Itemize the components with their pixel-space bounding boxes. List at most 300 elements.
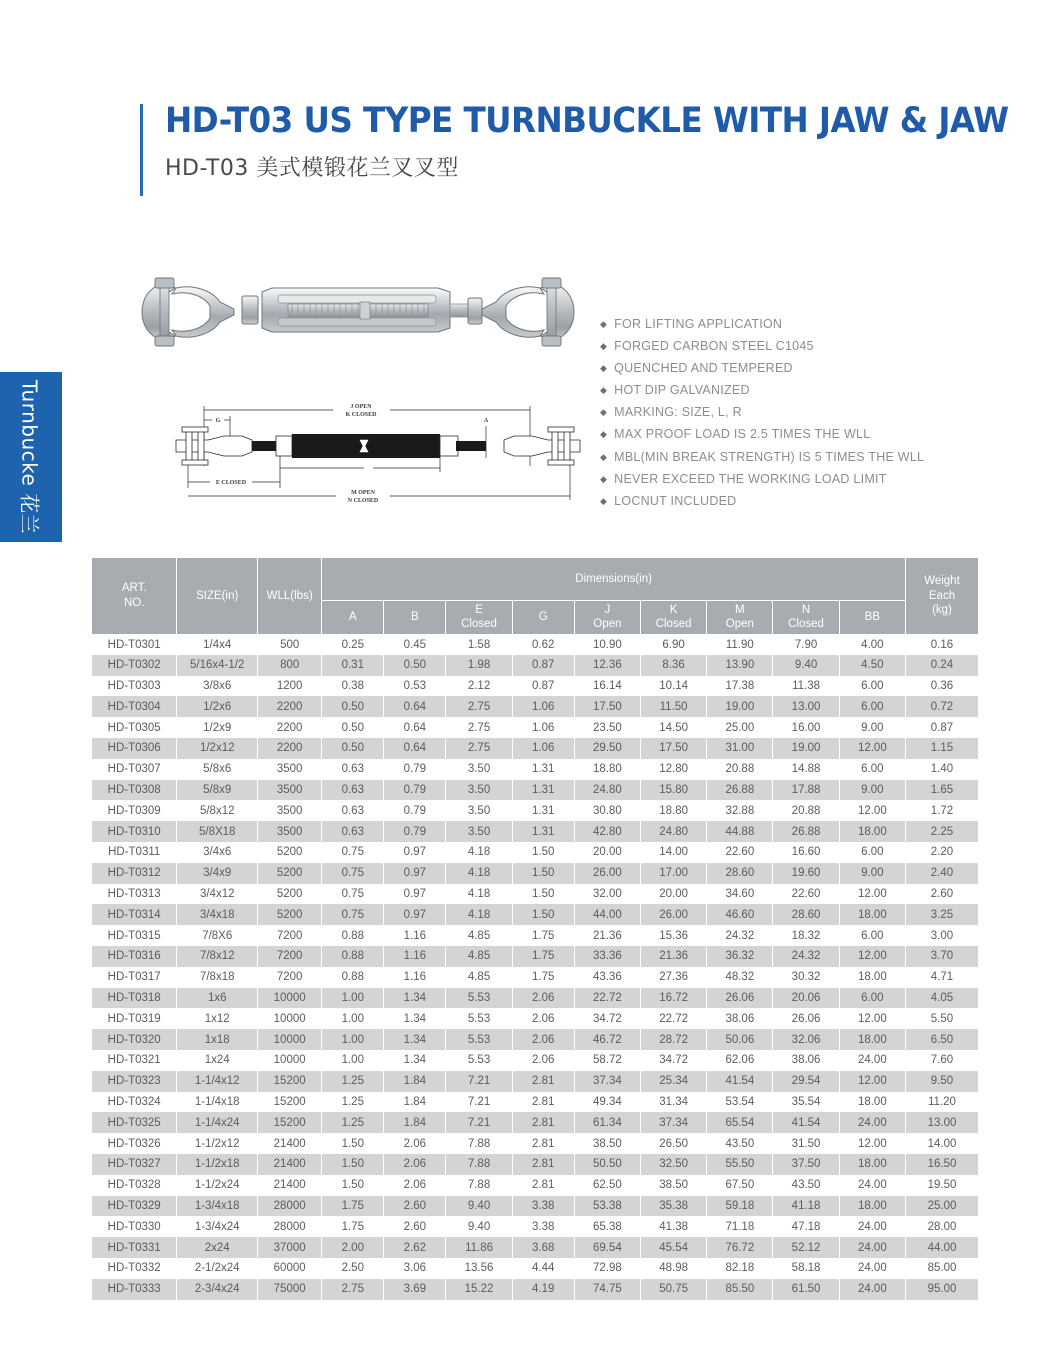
table-cell: 2.81 — [512, 1071, 574, 1092]
table-cell: 0.50 — [384, 655, 446, 676]
table-cell: 22.72 — [640, 1008, 706, 1029]
table-cell: 1.65 — [905, 780, 978, 801]
diamond-bullet-icon: ◆ — [600, 363, 608, 374]
table-cell: 1.40 — [905, 759, 978, 780]
page-title: HD-T03 US TYPE TURNBUCKLE WITH JAW & JAW — [165, 101, 1009, 141]
cell-art-no: HD-T0311 — [92, 842, 177, 863]
table-cell: 0.62 — [512, 634, 574, 655]
table-cell: 1.50 — [512, 863, 574, 884]
table-cell: 5/8X18 — [177, 821, 258, 842]
table-cell: 1.34 — [384, 1008, 446, 1029]
table-cell: 1-1/4x24 — [177, 1112, 258, 1133]
cell-art-no: HD-T0313 — [92, 884, 177, 905]
turnbuckle-photo-illustration — [138, 248, 578, 376]
table-cell: 10000 — [258, 988, 322, 1009]
table-cell: 2.06 — [512, 1029, 574, 1050]
table-cell: 17.50 — [640, 738, 706, 759]
table-cell: 1/2x12 — [177, 738, 258, 759]
table-cell: 61.34 — [574, 1112, 640, 1133]
table-cell: 24.00 — [839, 1237, 905, 1258]
col-header-dim-g — [512, 600, 574, 634]
table-cell: 17.50 — [574, 696, 640, 717]
col-header-dim-m — [707, 600, 773, 634]
table-cell: 24.32 — [773, 946, 839, 967]
diamond-bullet-icon: ◆ — [600, 495, 608, 506]
table-cell: 0.79 — [384, 800, 446, 821]
table-cell: 1.31 — [512, 800, 574, 821]
table-cell: 1.34 — [384, 988, 446, 1009]
table-cell: 7.21 — [446, 1071, 512, 1092]
table-row — [92, 925, 978, 946]
cell-art-no: HD-T0309 — [92, 800, 177, 821]
table-cell: 14.00 — [905, 1133, 978, 1154]
table-row — [92, 821, 978, 842]
table-row — [92, 1175, 978, 1196]
table-cell: 6.50 — [905, 1029, 978, 1050]
col-header-dim-bb — [839, 600, 905, 634]
table-cell: 28.60 — [773, 904, 839, 925]
table-cell: 1.15 — [905, 738, 978, 759]
table-cell: 500 — [258, 634, 322, 655]
table-cell: 71.18 — [707, 1216, 773, 1237]
table-row — [92, 800, 978, 821]
table-cell: 21400 — [258, 1154, 322, 1175]
table-cell: 26.88 — [707, 780, 773, 801]
table-cell: 1x6 — [177, 988, 258, 1009]
table-cell: 0.97 — [384, 863, 446, 884]
table-cell: 0.72 — [905, 696, 978, 717]
cell-art-no: HD-T0332 — [92, 1258, 177, 1279]
col-header-weight — [905, 558, 978, 634]
table-cell: 2.75 — [446, 696, 512, 717]
feature-list — [600, 318, 1020, 517]
table-cell: 2.40 — [905, 863, 978, 884]
table-cell: 5.53 — [446, 988, 512, 1009]
table-cell: 1.00 — [322, 1029, 384, 1050]
table-row — [92, 1133, 978, 1154]
table-cell: 22.72 — [574, 988, 640, 1009]
cell-art-no: HD-T0331 — [92, 1237, 177, 1258]
table-cell: 7.21 — [446, 1112, 512, 1133]
col-header-dim-line2: Closed — [655, 618, 692, 630]
table-cell: 1.50 — [322, 1175, 384, 1196]
table-cell: 1/2x9 — [177, 717, 258, 738]
diamond-bullet-icon: ◆ — [600, 385, 608, 396]
table-cell: 18.00 — [839, 1092, 905, 1113]
table-cell: 0.75 — [322, 904, 384, 925]
table-cell: 1-1/2x24 — [177, 1175, 258, 1196]
table-cell: 2.81 — [512, 1175, 574, 1196]
table-cell: 61.50 — [773, 1279, 839, 1300]
dim-label-m-open: M OPEN — [351, 490, 375, 496]
table-cell: 5200 — [258, 904, 322, 925]
table-cell: 12.00 — [839, 738, 905, 759]
right-jaw — [482, 278, 574, 346]
table-cell: 1x12 — [177, 1008, 258, 1029]
table-cell: 3.38 — [512, 1196, 574, 1217]
table-cell: 21.36 — [640, 946, 706, 967]
table-cell: 35.54 — [773, 1092, 839, 1113]
table-cell: 18.00 — [839, 1196, 905, 1217]
table-cell: 1x18 — [177, 1029, 258, 1050]
table-cell: 1.31 — [512, 821, 574, 842]
table-cell: 16.00 — [773, 717, 839, 738]
table-cell: 5/8x12 — [177, 800, 258, 821]
table-cell: 2.60 — [384, 1196, 446, 1217]
table-cell: 3.70 — [905, 946, 978, 967]
col-header-dim-line1: A — [348, 610, 357, 623]
col-header-dim-a — [322, 600, 384, 634]
table-cell: 50.50 — [574, 1154, 640, 1175]
feature-label: NEVER EXCEED THE WORKING LOAD LIMIT — [614, 471, 887, 486]
table-cell: 7.21 — [446, 1092, 512, 1113]
cell-art-no: HD-T0312 — [92, 863, 177, 884]
diamond-bullet-icon: ◆ — [600, 407, 608, 418]
table-cell: 5.50 — [905, 1008, 978, 1029]
cell-art-no: HD-T0316 — [92, 946, 177, 967]
table-cell: 26.00 — [640, 904, 706, 925]
table-row — [92, 1029, 978, 1050]
table-cell: 2.12 — [446, 676, 512, 697]
feature-label: FORGED CARBON STEEL C1045 — [614, 339, 814, 354]
table-cell: 28.00 — [905, 1216, 978, 1237]
table-cell: 7200 — [258, 925, 322, 946]
table-cell: 3/8x6 — [177, 676, 258, 697]
table-cell: 1.75 — [512, 925, 574, 946]
table-cell: 5.53 — [446, 1008, 512, 1029]
cell-art-no: HD-T0301 — [92, 634, 177, 655]
table-cell: 2.75 — [446, 738, 512, 759]
table-cell: 3.50 — [446, 821, 512, 842]
table-cell: 18.00 — [839, 1154, 905, 1175]
table-row — [92, 1071, 978, 1092]
table-row — [92, 1092, 978, 1113]
table-cell: 0.64 — [384, 717, 446, 738]
table-cell: 0.97 — [384, 884, 446, 905]
col-header-size: SIZE(in) — [177, 558, 258, 634]
cell-art-no: HD-T0324 — [92, 1092, 177, 1113]
table-cell: 2.06 — [512, 1008, 574, 1029]
table-cell: 4.85 — [446, 967, 512, 988]
table-cell: 18.32 — [773, 925, 839, 946]
table-cell: 26.06 — [707, 988, 773, 1009]
table-cell: 1.75 — [512, 946, 574, 967]
table-cell: 12.00 — [839, 1133, 905, 1154]
cell-art-no: HD-T0326 — [92, 1133, 177, 1154]
table-cell: 1.50 — [512, 884, 574, 905]
table-cell: 60000 — [258, 1258, 322, 1279]
table-cell: 58.18 — [773, 1258, 839, 1279]
right-locknut — [468, 298, 482, 324]
feature-label: HOT DIP GALVANIZED — [614, 383, 750, 398]
table-cell: 24.00 — [839, 1258, 905, 1279]
table-row — [92, 1154, 978, 1175]
table-cell: 31.50 — [773, 1133, 839, 1154]
feature-item — [600, 318, 1020, 331]
table-cell: 2.60 — [384, 1216, 446, 1237]
table-cell: 2.06 — [384, 1154, 446, 1175]
table-cell: 0.24 — [905, 655, 978, 676]
col-header-weight-line2: Each — [928, 589, 956, 602]
table-row — [92, 738, 978, 759]
table-cell: 3.68 — [512, 1237, 574, 1258]
table-cell: 16.14 — [574, 676, 640, 697]
table-cell: 24.80 — [574, 780, 640, 801]
col-header-art-no — [92, 558, 177, 634]
feature-label: FOR LIFTING APPLICATION — [614, 317, 783, 331]
cell-art-no: HD-T0303 — [92, 676, 177, 697]
page-title-block — [140, 101, 1020, 196]
table-cell: 21400 — [258, 1175, 322, 1196]
table-cell: 65.38 — [574, 1216, 640, 1237]
table-cell: 1-1/4x18 — [177, 1092, 258, 1113]
table-cell: 34.60 — [707, 884, 773, 905]
table-cell: 3.38 — [512, 1216, 574, 1237]
table-cell: 10.14 — [640, 676, 706, 697]
table-cell: 2.81 — [512, 1112, 574, 1133]
table-cell: 0.63 — [322, 780, 384, 801]
table-cell: 5.53 — [446, 1050, 512, 1071]
table-cell: 24.00 — [839, 1050, 905, 1071]
table-cell: 4.71 — [905, 967, 978, 988]
cell-art-no: HD-T0307 — [92, 759, 177, 780]
table-cell: 1-1/4x12 — [177, 1071, 258, 1092]
cell-art-no: HD-T0310 — [92, 821, 177, 842]
table-cell: 12.00 — [839, 884, 905, 905]
table-cell: 2.20 — [905, 842, 978, 863]
table-cell: 2.50 — [322, 1258, 384, 1279]
col-header-dim-j — [574, 600, 640, 634]
specification-table — [92, 558, 978, 1300]
feature-item — [600, 428, 1020, 441]
table-cell: 6.00 — [839, 696, 905, 717]
table-cell: 7/8x18 — [177, 967, 258, 988]
table-cell: 24.00 — [839, 1112, 905, 1133]
table-cell: 0.63 — [322, 821, 384, 842]
table-cell: 11.50 — [640, 696, 706, 717]
table-cell: 17.38 — [707, 676, 773, 697]
left-locknut — [242, 296, 258, 324]
table-cell: 75000 — [258, 1279, 322, 1300]
table-cell: 18.00 — [839, 967, 905, 988]
table-cell: 37000 — [258, 1237, 322, 1258]
table-cell: 9.40 — [446, 1196, 512, 1217]
table-cell: 2.81 — [512, 1133, 574, 1154]
table-cell: 19.60 — [773, 863, 839, 884]
table-cell: 0.97 — [384, 904, 446, 925]
col-header-dimensions: Dimensions(in) — [322, 558, 906, 600]
table-cell: 0.79 — [384, 780, 446, 801]
table-cell: 7.88 — [446, 1175, 512, 1196]
table-cell: 18.80 — [574, 759, 640, 780]
table-cell: 20.88 — [773, 800, 839, 821]
table-cell: 0.16 — [905, 634, 978, 655]
table-cell: 1.50 — [512, 842, 574, 863]
table-cell: 22.60 — [707, 842, 773, 863]
table-cell: 12.00 — [839, 1008, 905, 1029]
table-cell: 3500 — [258, 821, 322, 842]
table-row — [92, 780, 978, 801]
table-cell: 1/4x4 — [177, 634, 258, 655]
diamond-bullet-icon: ◆ — [600, 319, 608, 329]
table-cell: 27.36 — [640, 967, 706, 988]
table-cell: 95.00 — [905, 1279, 978, 1300]
table-cell: 26.50 — [640, 1133, 706, 1154]
table-cell: 0.97 — [384, 842, 446, 863]
cell-art-no: HD-T0306 — [92, 738, 177, 759]
table-cell: 2.00 — [322, 1237, 384, 1258]
table-cell: 21400 — [258, 1133, 322, 1154]
table-cell: 0.45 — [384, 634, 446, 655]
table-cell: 12.00 — [839, 1071, 905, 1092]
table-cell: 18.00 — [839, 1029, 905, 1050]
table-cell: 8.36 — [640, 655, 706, 676]
feature-item — [600, 340, 1020, 353]
table-cell: 82.18 — [707, 1258, 773, 1279]
cell-art-no: HD-T0314 — [92, 904, 177, 925]
table-cell: 48.32 — [707, 967, 773, 988]
table-cell: 32.00 — [574, 884, 640, 905]
sidebar-category-tab[interactable] — [0, 372, 62, 542]
table-cell: 33.36 — [574, 946, 640, 967]
table-cell: 10000 — [258, 1050, 322, 1071]
cell-art-no: HD-T0308 — [92, 780, 177, 801]
col-header-dim-line1: N — [801, 603, 811, 616]
col-header-dim-line2: Closed — [461, 618, 497, 630]
table-cell: 3/4x9 — [177, 863, 258, 884]
table-cell: 1-3/4x18 — [177, 1196, 258, 1217]
table-cell: 38.06 — [773, 1050, 839, 1071]
table-cell: 29.54 — [773, 1071, 839, 1092]
table-cell: 4.18 — [446, 863, 512, 884]
table-cell: 26.88 — [773, 821, 839, 842]
table-row — [92, 863, 978, 884]
table-cell: 2.06 — [512, 988, 574, 1009]
table-cell: 15200 — [258, 1112, 322, 1133]
table-cell: 32.06 — [773, 1029, 839, 1050]
table-cell: 0.79 — [384, 821, 446, 842]
table-cell: 5/8x9 — [177, 780, 258, 801]
table-cell: 28.72 — [640, 1029, 706, 1050]
table-header — [92, 558, 978, 634]
table-cell: 1.06 — [512, 738, 574, 759]
col-header-dim-line1: BB — [864, 610, 880, 623]
table-row — [92, 988, 978, 1009]
feature-item — [600, 384, 1020, 397]
table-cell: 1.50 — [322, 1133, 384, 1154]
table-cell: 59.18 — [707, 1196, 773, 1217]
table-cell: 1-3/4x24 — [177, 1216, 258, 1237]
table-cell: 3500 — [258, 780, 322, 801]
table-cell: 38.50 — [574, 1133, 640, 1154]
sidebar-category-label: Turnbucke 花兰 — [17, 379, 42, 535]
dim-label-g: G — [215, 418, 221, 424]
table-row — [92, 1279, 978, 1300]
table-cell: 2-3/4x24 — [177, 1279, 258, 1300]
table-cell: 20.06 — [773, 988, 839, 1009]
table-cell: 58.72 — [574, 1050, 640, 1071]
feature-label: LOCNUT INCLUDED — [614, 493, 737, 508]
table-cell: 1.58 — [446, 634, 512, 655]
diamond-bullet-icon: ◆ — [600, 341, 608, 352]
col-header-dim-e — [446, 600, 512, 634]
table-cell: 62.50 — [574, 1175, 640, 1196]
table-cell: 1.00 — [322, 1008, 384, 1029]
table-cell: 1.75 — [512, 967, 574, 988]
dim-label-j-open: J OPEN — [350, 404, 372, 410]
table-cell: 4.44 — [512, 1258, 574, 1279]
table-cell: 24.00 — [839, 1216, 905, 1237]
left-jaw — [142, 278, 234, 346]
table-cell: 7.60 — [905, 1050, 978, 1071]
table-cell: 3.50 — [446, 800, 512, 821]
table-cell: 21.36 — [574, 925, 640, 946]
table-cell: 2200 — [258, 696, 322, 717]
col-header-dim-line1: G — [538, 610, 548, 623]
table-cell: 1-1/2x12 — [177, 1133, 258, 1154]
table-cell: 4.00 — [839, 634, 905, 655]
table-cell: 15.80 — [640, 780, 706, 801]
table-cell: 44.00 — [574, 904, 640, 925]
table-cell: 12.00 — [839, 800, 905, 821]
table-cell: 38.50 — [640, 1175, 706, 1196]
cell-art-no: HD-T0302 — [92, 655, 177, 676]
table-cell: 2.75 — [322, 1279, 384, 1300]
table-cell: 1.16 — [384, 967, 446, 988]
table-cell: 16.60 — [773, 842, 839, 863]
table-cell: 41.18 — [773, 1196, 839, 1217]
table-cell: 9.40 — [773, 655, 839, 676]
table-cell: 14.50 — [640, 717, 706, 738]
feature-item — [600, 495, 1020, 508]
table-cell: 0.87 — [512, 655, 574, 676]
table-cell: 4.50 — [839, 655, 905, 676]
table-cell: 0.75 — [322, 842, 384, 863]
table-cell: 3.25 — [905, 904, 978, 925]
table-cell: 0.53 — [384, 676, 446, 697]
diamond-bullet-icon: ◆ — [600, 451, 608, 462]
table-cell: 2.75 — [446, 717, 512, 738]
cell-art-no: HD-T0323 — [92, 1071, 177, 1092]
table-cell: 7200 — [258, 946, 322, 967]
table-cell: 2200 — [258, 717, 322, 738]
table-cell: 43.50 — [773, 1175, 839, 1196]
cell-art-no: HD-T0329 — [92, 1196, 177, 1217]
table-cell: 20.00 — [640, 884, 706, 905]
table-cell: 1.31 — [512, 780, 574, 801]
table-cell: 12.00 — [839, 946, 905, 967]
table-row — [92, 1258, 978, 1279]
table-cell: 62.06 — [707, 1050, 773, 1071]
table-cell: 11.90 — [707, 634, 773, 655]
table-cell: 1.50 — [322, 1154, 384, 1175]
table-row — [92, 1216, 978, 1237]
table-cell: 4.18 — [446, 904, 512, 925]
table-row — [92, 1196, 978, 1217]
table-cell: 0.79 — [384, 759, 446, 780]
table-cell: 16.50 — [905, 1154, 978, 1175]
table-cell: 85.50 — [707, 1279, 773, 1300]
table-cell: 74.75 — [574, 1279, 640, 1300]
col-header-dim-line1: B — [411, 610, 419, 623]
table-cell: 7/8X6 — [177, 925, 258, 946]
table-cell: 0.87 — [905, 717, 978, 738]
table-cell: 1.16 — [384, 925, 446, 946]
table-cell: 9.40 — [446, 1216, 512, 1237]
table-cell: 32.50 — [640, 1154, 706, 1175]
table-row — [92, 884, 978, 905]
table-cell: 47.18 — [773, 1216, 839, 1237]
